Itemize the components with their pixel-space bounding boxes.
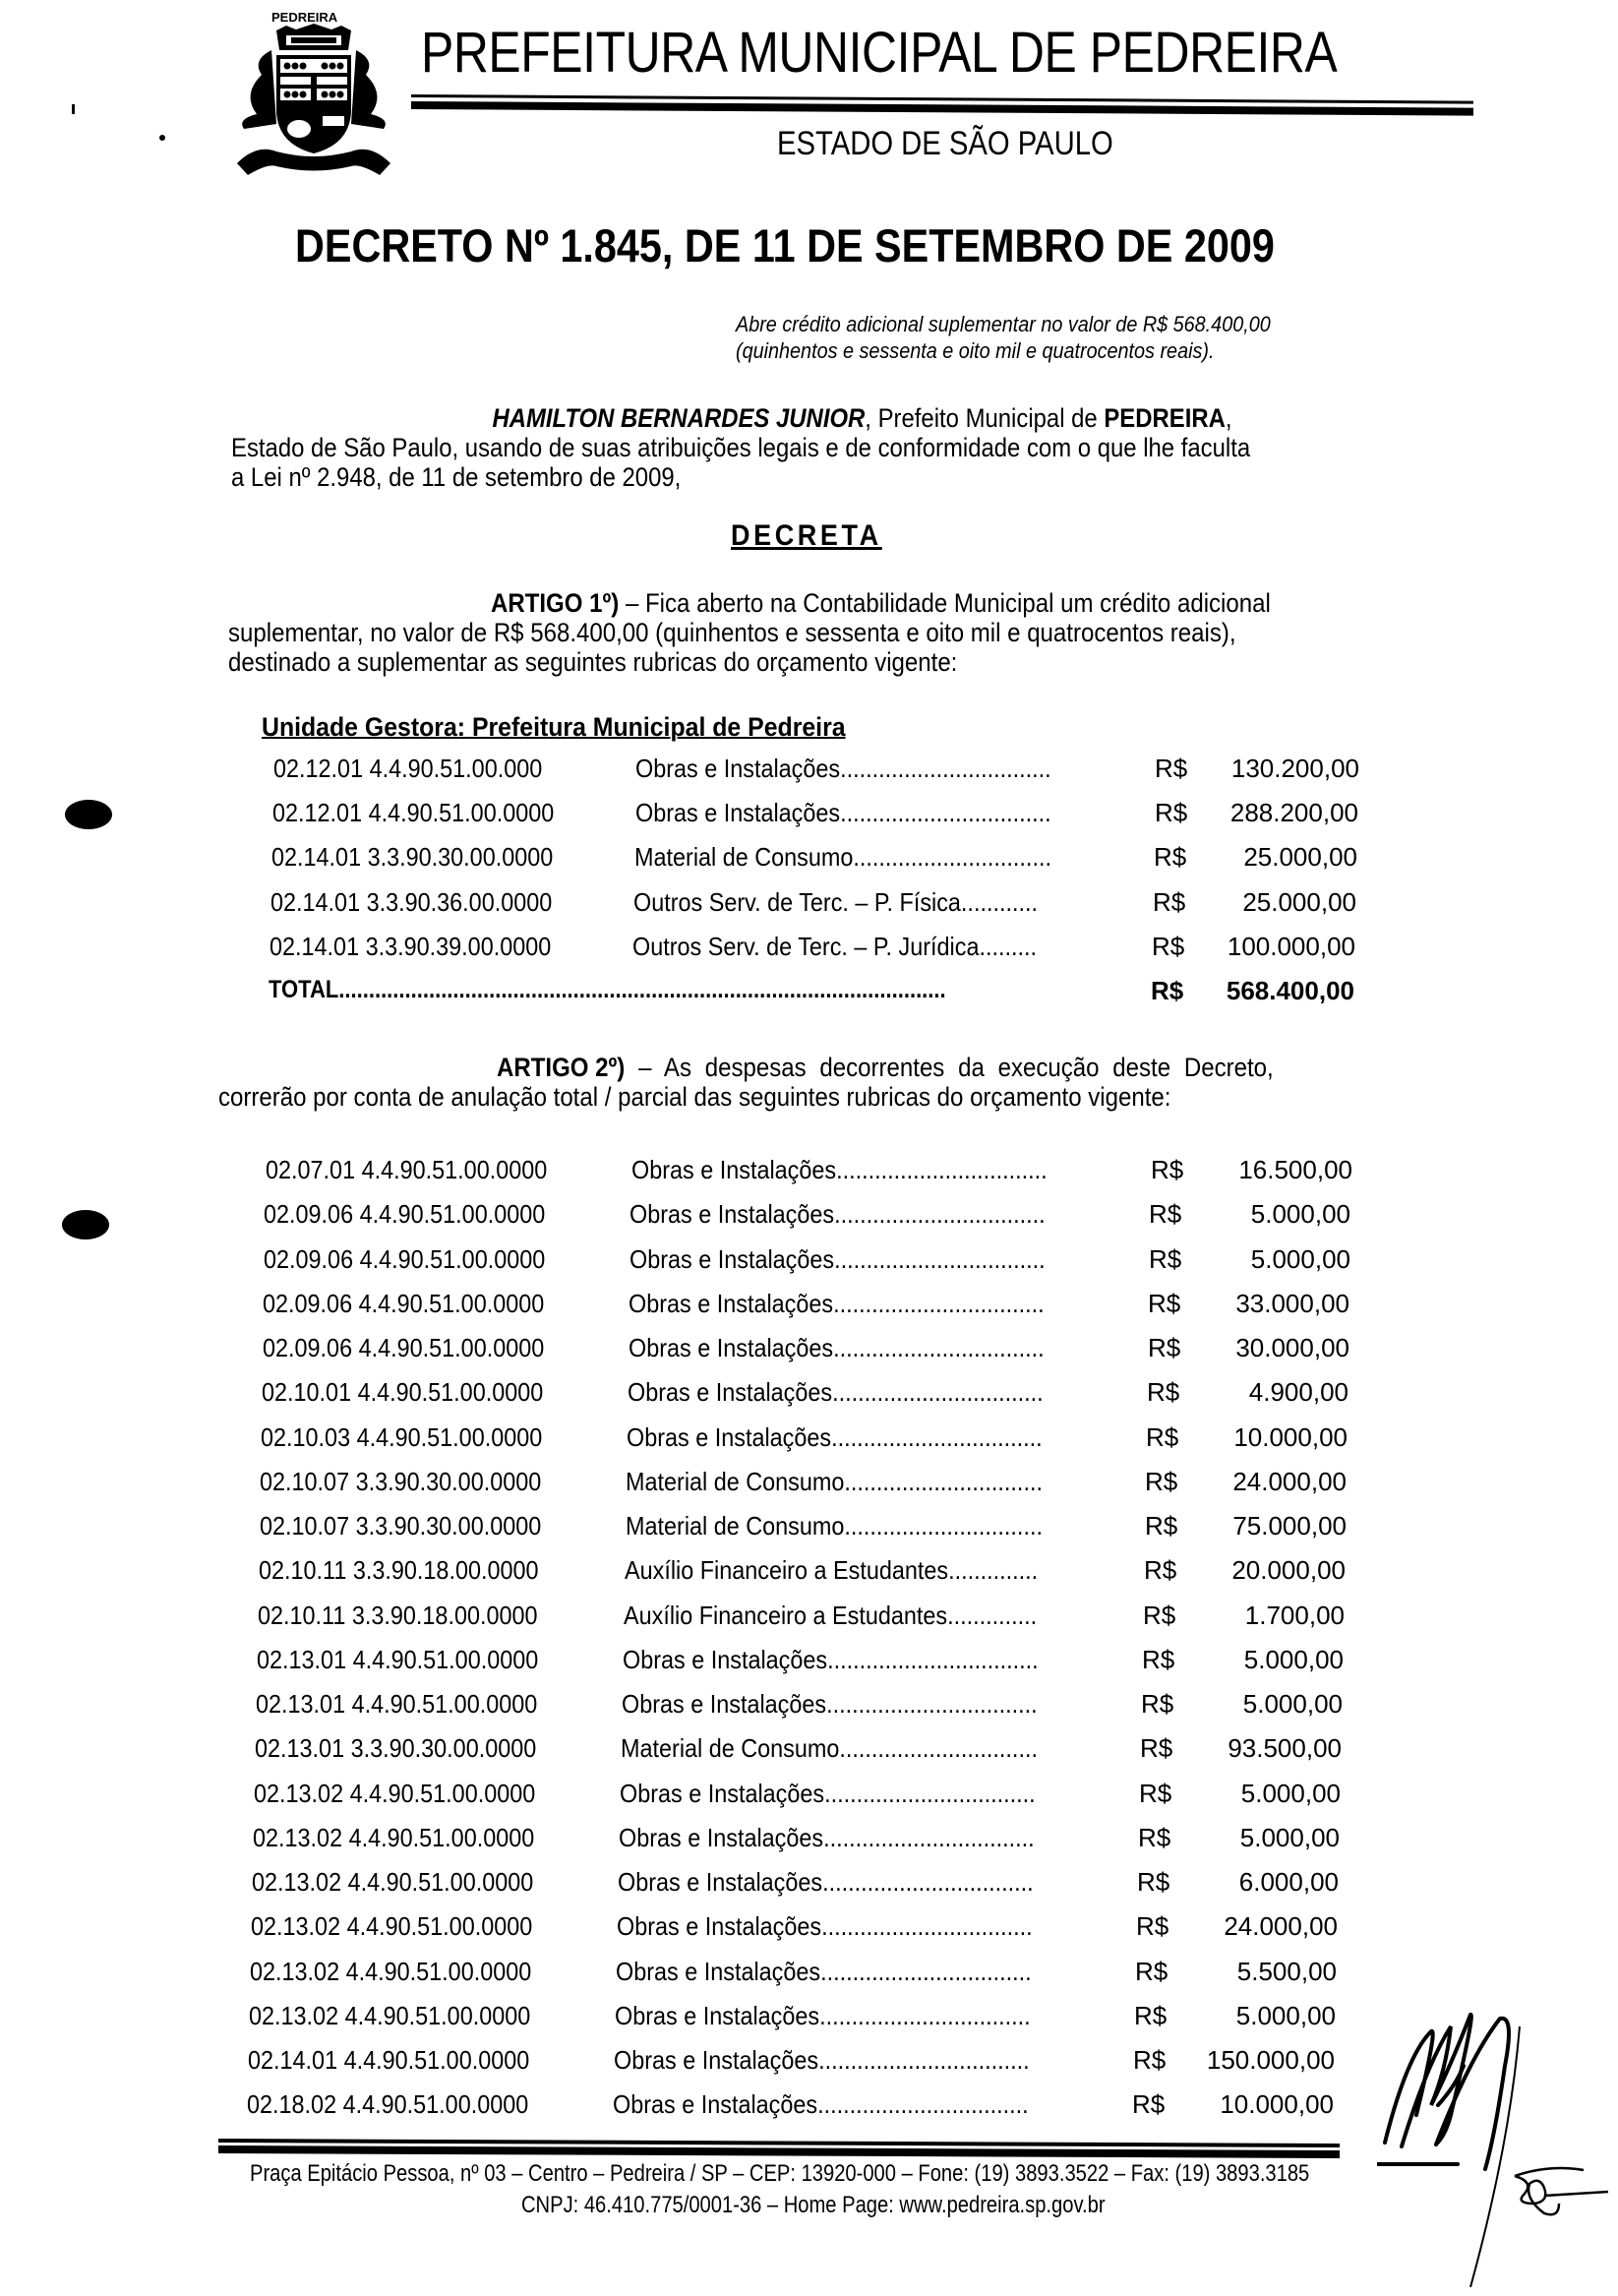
amount: 100.000,00 — [1227, 932, 1355, 961]
budget-description: Obras e Instalações................................. — [635, 754, 1051, 783]
currency-symbol: R$ — [1148, 1289, 1181, 1318]
budget-description: Obras e Instalações................................. — [627, 1422, 1043, 1452]
managing-unit-title: Unidade Gestora: Prefeitura Municipal de Pedreira — [262, 712, 846, 742]
scan-speck — [72, 104, 75, 114]
budget-code: 02.09.06 4.4.90.51.00.0000 — [264, 1199, 546, 1229]
budget-description: Obras e Instalações................................. — [613, 2089, 1029, 2119]
currency-symbol: R$ — [1147, 1377, 1180, 1407]
preamble-line-3: a Lei nº 2.948, de 11 de setembro de 2009, — [231, 462, 682, 492]
article-1-text — [228, 588, 1271, 677]
amount: 25.000,00 — [1243, 842, 1357, 872]
ementa-line-1: Abre crédito adicional suplementar no valor de R$ 568.400,00 — [736, 312, 1271, 336]
budget-description: Obras e Instalações................................. — [629, 1333, 1045, 1362]
budget-code: 02.12.01 4.4.90.51.00.000 — [273, 754, 543, 783]
amount: 25.000,00 — [1242, 887, 1356, 917]
crest-label: PEDREIRA — [271, 10, 338, 25]
amount: 5.000,00 — [1250, 1244, 1350, 1274]
article-1-label: ARTIGO 1º) — [491, 588, 620, 618]
preamble-comma: , — [1225, 403, 1232, 433]
amount: 16.500,00 — [1238, 1155, 1352, 1184]
budget-code: 02.09.06 4.4.90.51.00.0000 — [263, 1333, 545, 1362]
mayor-name: HAMILTON BERNARDES JUNIOR — [492, 403, 866, 433]
currency-symbol: R$ — [1145, 1467, 1178, 1496]
decreta-heading: DECRETA — [731, 519, 882, 552]
amount: 130.200,00 — [1230, 754, 1359, 783]
currency-symbol: R$ — [1149, 1244, 1182, 1274]
secondary-signature — [1510, 2164, 1618, 2223]
punch-hole-bottom — [62, 1210, 109, 1239]
amount: 4.900,00 — [1248, 1377, 1348, 1407]
article-1-line2: suplementar, no valor de R$ 568.400,00 (quinhentos e sessenta e oito mil e quatrocentos reais), — [228, 618, 1236, 647]
preamble-line-2: Estado de São Paulo, usando de suas atribuições legais e de conformidade com o que lhe faculta — [231, 433, 1251, 462]
budget-description: Auxílio Financeiro a Estudantes.............. — [625, 1555, 1039, 1585]
amount: 75.000,00 — [1232, 1511, 1347, 1541]
budget-code: 02.10.07 3.3.90.30.00.0000 — [260, 1467, 542, 1496]
amount: 24.000,00 — [1232, 1467, 1347, 1496]
budget-code: 02.13.01 4.4.90.51.00.0000 — [256, 1689, 538, 1719]
currency-symbol: R$ — [1132, 2089, 1166, 2119]
budget-description: Obras e Instalações................................. — [616, 1957, 1032, 1986]
footer-cnpj-homepage: CNPJ: 46.410.775/0001-36 – Home Page: www.pedreira.sp.gov.br — [521, 2192, 1106, 2218]
budget-code: 02.07.01 4.4.90.51.00.0000 — [266, 1155, 548, 1184]
decree-title: DECRETO Nº 1.845, DE 11 DE SETEMBRO DE 2009 — [295, 219, 1275, 272]
amount: 1.700,00 — [1244, 1601, 1345, 1630]
budget-code: 02.13.01 3.3.90.30.00.0000 — [255, 1733, 537, 1763]
currency-symbol: R$ — [1134, 2001, 1168, 2030]
budget-code: 02.14.01 4.4.90.51.00.0000 — [248, 2045, 530, 2075]
currency-symbol: R$ — [1136, 1911, 1169, 1941]
budget-description: Obras e Instalações................................. — [635, 798, 1051, 827]
budget-description: Material de Consumo............................... — [626, 1511, 1043, 1541]
budget-code: 02.09.06 4.4.90.51.00.0000 — [264, 1244, 546, 1274]
budget-code: 02.18.02 4.4.90.51.00.0000 — [247, 2089, 529, 2119]
municipal-crest-logo — [232, 6, 395, 179]
budget-code: 02.13.02 4.4.90.51.00.0000 — [249, 2001, 531, 2030]
budget-description: Obras e Instalações................................. — [623, 1645, 1039, 1674]
article-2-line1: – As despesas decorrentes da execução deste Decreto, — [625, 1053, 1274, 1082]
budget-description: Obras e Instalações................................. — [615, 2001, 1031, 2030]
article-2-label: ARTIGO 2º) — [497, 1053, 626, 1082]
budget-code: 02.13.01 4.4.90.51.00.0000 — [257, 1645, 539, 1674]
amount: 30.000,00 — [1235, 1333, 1349, 1362]
scan-speck — [159, 135, 165, 141]
currency-symbol: R$ — [1137, 1867, 1170, 1897]
budget-description: Obras e Instalações................................. — [614, 2045, 1030, 2075]
budget-code: 02.13.02 4.4.90.51.00.0000 — [254, 1779, 536, 1808]
amount: 93.500,00 — [1228, 1733, 1342, 1763]
budget-description: Obras e Instalações................................. — [629, 1289, 1045, 1318]
currency-symbol: R$ — [1140, 1733, 1173, 1763]
currency-symbol: R$ — [1155, 798, 1188, 827]
amount: 5.000,00 — [1242, 1689, 1343, 1719]
currency-symbol: R$ — [1145, 1511, 1178, 1541]
budget-description: Obras e Instalações................................. — [617, 1911, 1033, 1941]
amount: 24.000,00 — [1224, 1911, 1338, 1941]
organization-title: PREFEITURA MUNICIPAL DE PEDREIRA — [421, 21, 1338, 85]
amount: 288.200,00 — [1229, 798, 1358, 827]
budget-code: 02.14.01 3.3.90.36.00.0000 — [270, 887, 553, 917]
currency-symbol: R$ — [1149, 1199, 1182, 1229]
currency-symbol: R$ — [1141, 1689, 1174, 1719]
currency-symbol: R$ — [1146, 1422, 1179, 1452]
article-2-text — [218, 1053, 1274, 1112]
currency-symbol: R$ — [1144, 1555, 1177, 1585]
budget-code: 02.09.06 4.4.90.51.00.0000 — [263, 1289, 545, 1318]
amount: 5.000,00 — [1243, 1645, 1344, 1674]
amount: 10.000,00 — [1233, 1422, 1348, 1452]
budget-description: Auxílio Financeiro a Estudantes.............. — [624, 1601, 1038, 1630]
budget-description: Obras e Instalações................................. — [620, 1779, 1036, 1808]
budget-code: 02.13.02 4.4.90.51.00.0000 — [250, 1957, 532, 1986]
footer-address: Praça Epitácio Pessoa, nº 03 – Centro – Pedreira / SP – CEP: 13920-000 – Fone: (19) 3893.3522 – Fax: (19) 3893.3185 — [250, 2160, 1310, 2187]
currency-symbol: R$ — [1142, 1645, 1175, 1674]
currency-symbol: R$ — [1154, 842, 1187, 872]
budget-code: 02.10.11 3.3.90.18.00.0000 — [258, 1601, 538, 1630]
amount: 5.500,00 — [1236, 1957, 1337, 1986]
preamble-line1-text: , Prefeito Municipal de — [865, 403, 1105, 433]
article-1-line3: destinado a suplementar as seguintes rubricas do orçamento vigente: — [228, 647, 958, 677]
amount: 5.000,00 — [1240, 1779, 1341, 1808]
budget-description: Outros Serv. de Terc. – P. Física............ — [633, 887, 1038, 917]
budget-description: Obras e Instalações................................. — [618, 1867, 1034, 1897]
budget-code: 02.10.11 3.3.90.18.00.0000 — [259, 1555, 539, 1585]
amount: 5.000,00 — [1239, 1823, 1340, 1852]
currency-symbol: R$ — [1153, 887, 1186, 917]
budget-code: 02.10.03 4.4.90.51.00.0000 — [261, 1422, 543, 1452]
state-subtitle: ESTADO DE SÃO PAULO — [777, 125, 1113, 162]
decree-ementa — [736, 311, 1271, 364]
currency-symbol: R$ — [1138, 1823, 1171, 1852]
budget-description: Material de Consumo............................... — [621, 1733, 1038, 1763]
header-rule-thick — [411, 101, 1473, 116]
amount: 5.000,00 — [1235, 2001, 1336, 2030]
amount: 5.000,00 — [1250, 1199, 1350, 1229]
budget-description: Outros Serv. de Terc. – P. Jurídica......... — [632, 932, 1037, 961]
budget-description: Obras e Instalações................................. — [619, 1823, 1035, 1852]
article-1-line1: – Fica aberto na Contabilidade Municipal um crédito adicional — [619, 588, 1271, 618]
currency-symbol: R$ — [1143, 1601, 1176, 1630]
currency-symbol: R$ — [1139, 1779, 1172, 1808]
currency-symbol: R$ — [1135, 1957, 1169, 1986]
currency-symbol: R$ — [1148, 1333, 1181, 1362]
budget-code: 02.12.01 4.4.90.51.00.0000 — [272, 798, 555, 827]
amount: 150.000,00 — [1206, 2045, 1335, 2075]
budget-code: 02.10.01 4.4.90.51.00.0000 — [262, 1377, 544, 1407]
budget-description: Obras e Instalações................................. — [629, 1244, 1046, 1274]
total-label: TOTAL..................................................................................................... — [269, 976, 946, 1003]
budget-description: Obras e Instalações................................. — [628, 1377, 1044, 1407]
budget-code: 02.14.01 3.3.90.30.00.0000 — [271, 842, 554, 872]
budget-description: Material de Consumo............................... — [634, 842, 1051, 872]
currency-symbol: R$ — [1152, 932, 1185, 961]
budget-code: 02.13.02 4.4.90.51.00.0000 — [251, 1911, 533, 1941]
currency-symbol: R$ — [1133, 2045, 1167, 2075]
budget-code: 02.13.02 4.4.90.51.00.0000 — [253, 1823, 535, 1852]
total-amount: 568.400,00 — [1226, 976, 1354, 1005]
article-2-line2: correrão por conta de anulação total / parcial das seguintes rubricas do orçamento vigente: — [218, 1082, 1171, 1112]
amount: 20.000,00 — [1231, 1555, 1346, 1585]
budget-description: Obras e Instalações................................. — [629, 1199, 1046, 1229]
budget-description: Obras e Instalações................................. — [622, 1689, 1038, 1719]
budget-code: 02.13.02 4.4.90.51.00.0000 — [252, 1867, 534, 1897]
budget-description: Material de Consumo............................... — [626, 1467, 1043, 1496]
budget-code: 02.14.01 3.3.90.39.00.0000 — [270, 932, 552, 961]
footer-rule-thick — [218, 2145, 1340, 2158]
ementa-line-2: (quinhentos e sessenta e oito mil e quatrocentos reais). — [736, 338, 1215, 363]
punch-hole-top — [65, 800, 112, 829]
budget-code: 02.10.07 3.3.90.30.00.0000 — [260, 1511, 542, 1541]
city-name: PEDREIRA — [1104, 403, 1226, 433]
mayor-signature — [1377, 1997, 1534, 2292]
amount: 6.000,00 — [1238, 1867, 1339, 1897]
budget-description: Obras e Instalações................................. — [631, 1155, 1048, 1184]
currency-symbol: R$ — [1151, 976, 1184, 1005]
amount: 10.000,00 — [1220, 2089, 1334, 2119]
currency-symbol: R$ — [1151, 1155, 1184, 1184]
preamble — [231, 403, 1250, 492]
amount: 33.000,00 — [1235, 1289, 1349, 1318]
currency-symbol: R$ — [1155, 754, 1188, 783]
